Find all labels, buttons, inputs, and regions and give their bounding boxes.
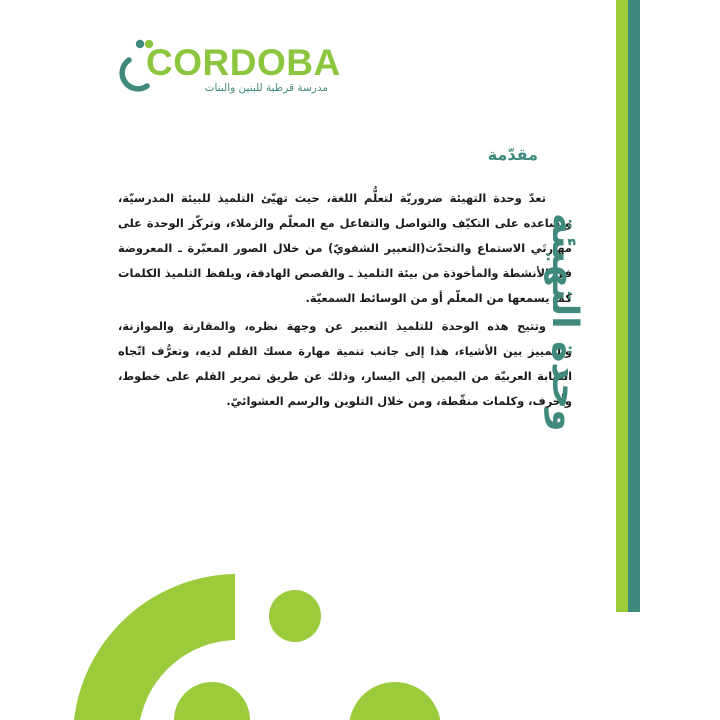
large-arc-shape [74, 574, 235, 720]
paragraph: وتتيح هذه الوحدة للتلميذ التعبير عن وجهة نظره، والمقارنة والموازنة، والتمييز بين الأشياء، هذا إلى جانب تنمية مهارة مسك القلم لديه، وتعرُّف اتّجاه الكتابة العربيّة من اليمين إلى اليسار، وذلك عن طريق تمرير القلم على خطوط، وأحرف، وكلمات منقّطة، ومن خلال التلوين والرسم العشوائيّ. [118, 319, 572, 408]
body-text [118, 186, 572, 417]
cordoba-logo [118, 36, 341, 96]
teal-vertical-stripe [628, 0, 640, 612]
side-title [528, 212, 600, 432]
decorative-circle [349, 682, 441, 720]
section-heading: مقدّمة [487, 145, 538, 164]
side-title-text: وحدة التهيئة [544, 212, 585, 432]
paragraph: تعدّ وحدة التهيئة ضروريّة لتعلُّم اللغة، حيث تهيّئ التلميذ للبيئة المدرسيّة، وتساعده على التكيّف والتواصل والتفاعل مع المعلّم والزملاء، وتركّز الوحدة على مهارتَي الاستماع والتحدّث(التعبير الشفويّ) من خلال الصور المعبّرة ـ المعروضة في الأنشطة والمأخوذة من بيئة التلميذ ـ والقصص الهادفة، ويلفظ التلميذ الكلمات كما يسمعها من المعلّم أو من الوسائط السمعيّة. [118, 191, 572, 305]
decorative-circle [174, 682, 250, 720]
logo-tagline: مدرسة قرطبة للبنين والبنات [204, 82, 328, 94]
decorative-circle [269, 590, 321, 642]
logo-wordmark: CORDOBA [146, 42, 341, 83]
lime-vertical-stripe [616, 0, 628, 612]
